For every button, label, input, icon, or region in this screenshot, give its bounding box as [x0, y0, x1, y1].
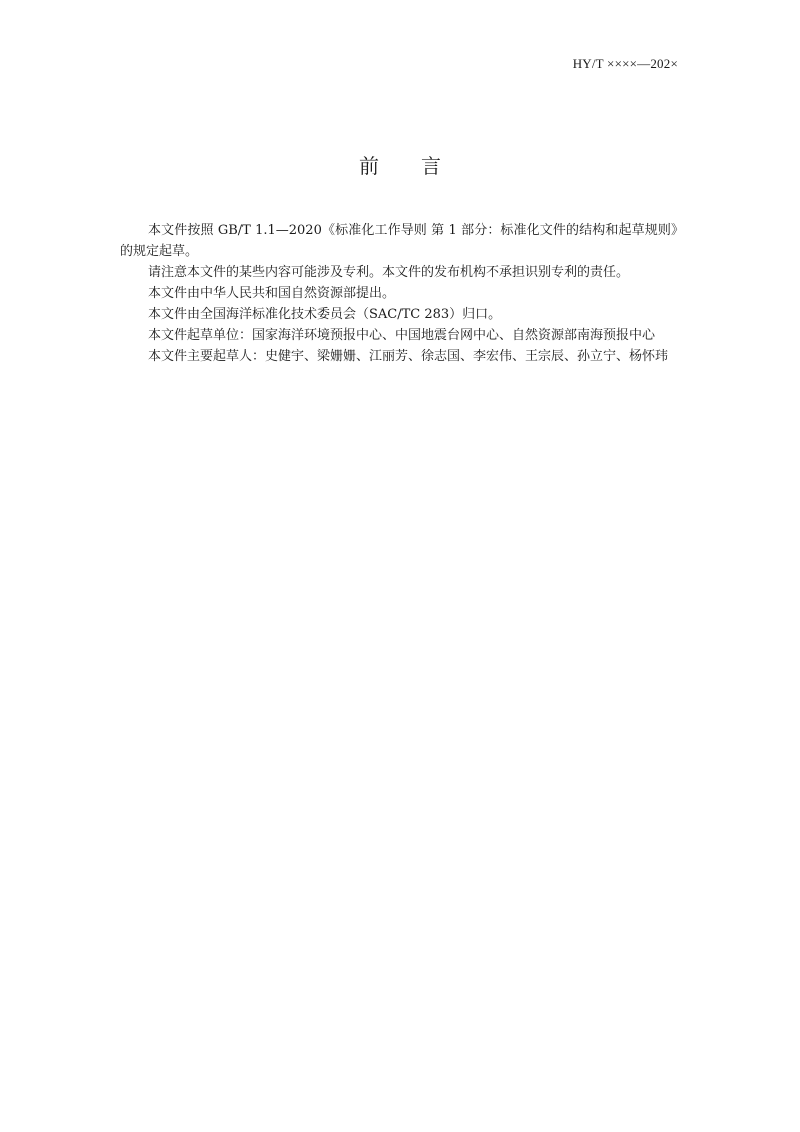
- paragraph-proposer: 本文件由中华人民共和国自然资源部提出。: [148, 286, 396, 301]
- paragraph-drafting-units: 本文件起草单位：国家海洋环境预报中心、中国地震台网中心、自然资源部南海预报中心: [148, 328, 656, 343]
- standard-code-header: HY/T ××××—202×: [572, 56, 678, 71]
- paragraph-patent-notice: 请注意本文件的某些内容可能涉及专利。本文件的发布机构不承担识别专利的责任。: [148, 265, 630, 280]
- paragraph-drafters: 本文件主要起草人：史健宇、梁姗姗、江丽芳、徐志国、李宏伟、王宗辰、孙立宁、杨怀玮: [148, 349, 669, 364]
- paragraph-drafting-rules: 本文件按照 GB/T 1.1—2020《标准化工作导则 第 1 部分：标准化文件的结构和起草规则》 的规定起草。: [120, 223, 684, 259]
- page-title: 前言: [359, 154, 483, 178]
- foreword-body: [120, 220, 684, 367]
- paragraph-centralized-unit: 本文件由全国海洋标准化技术委员会（SAC/TC 283）归口。: [148, 307, 502, 322]
